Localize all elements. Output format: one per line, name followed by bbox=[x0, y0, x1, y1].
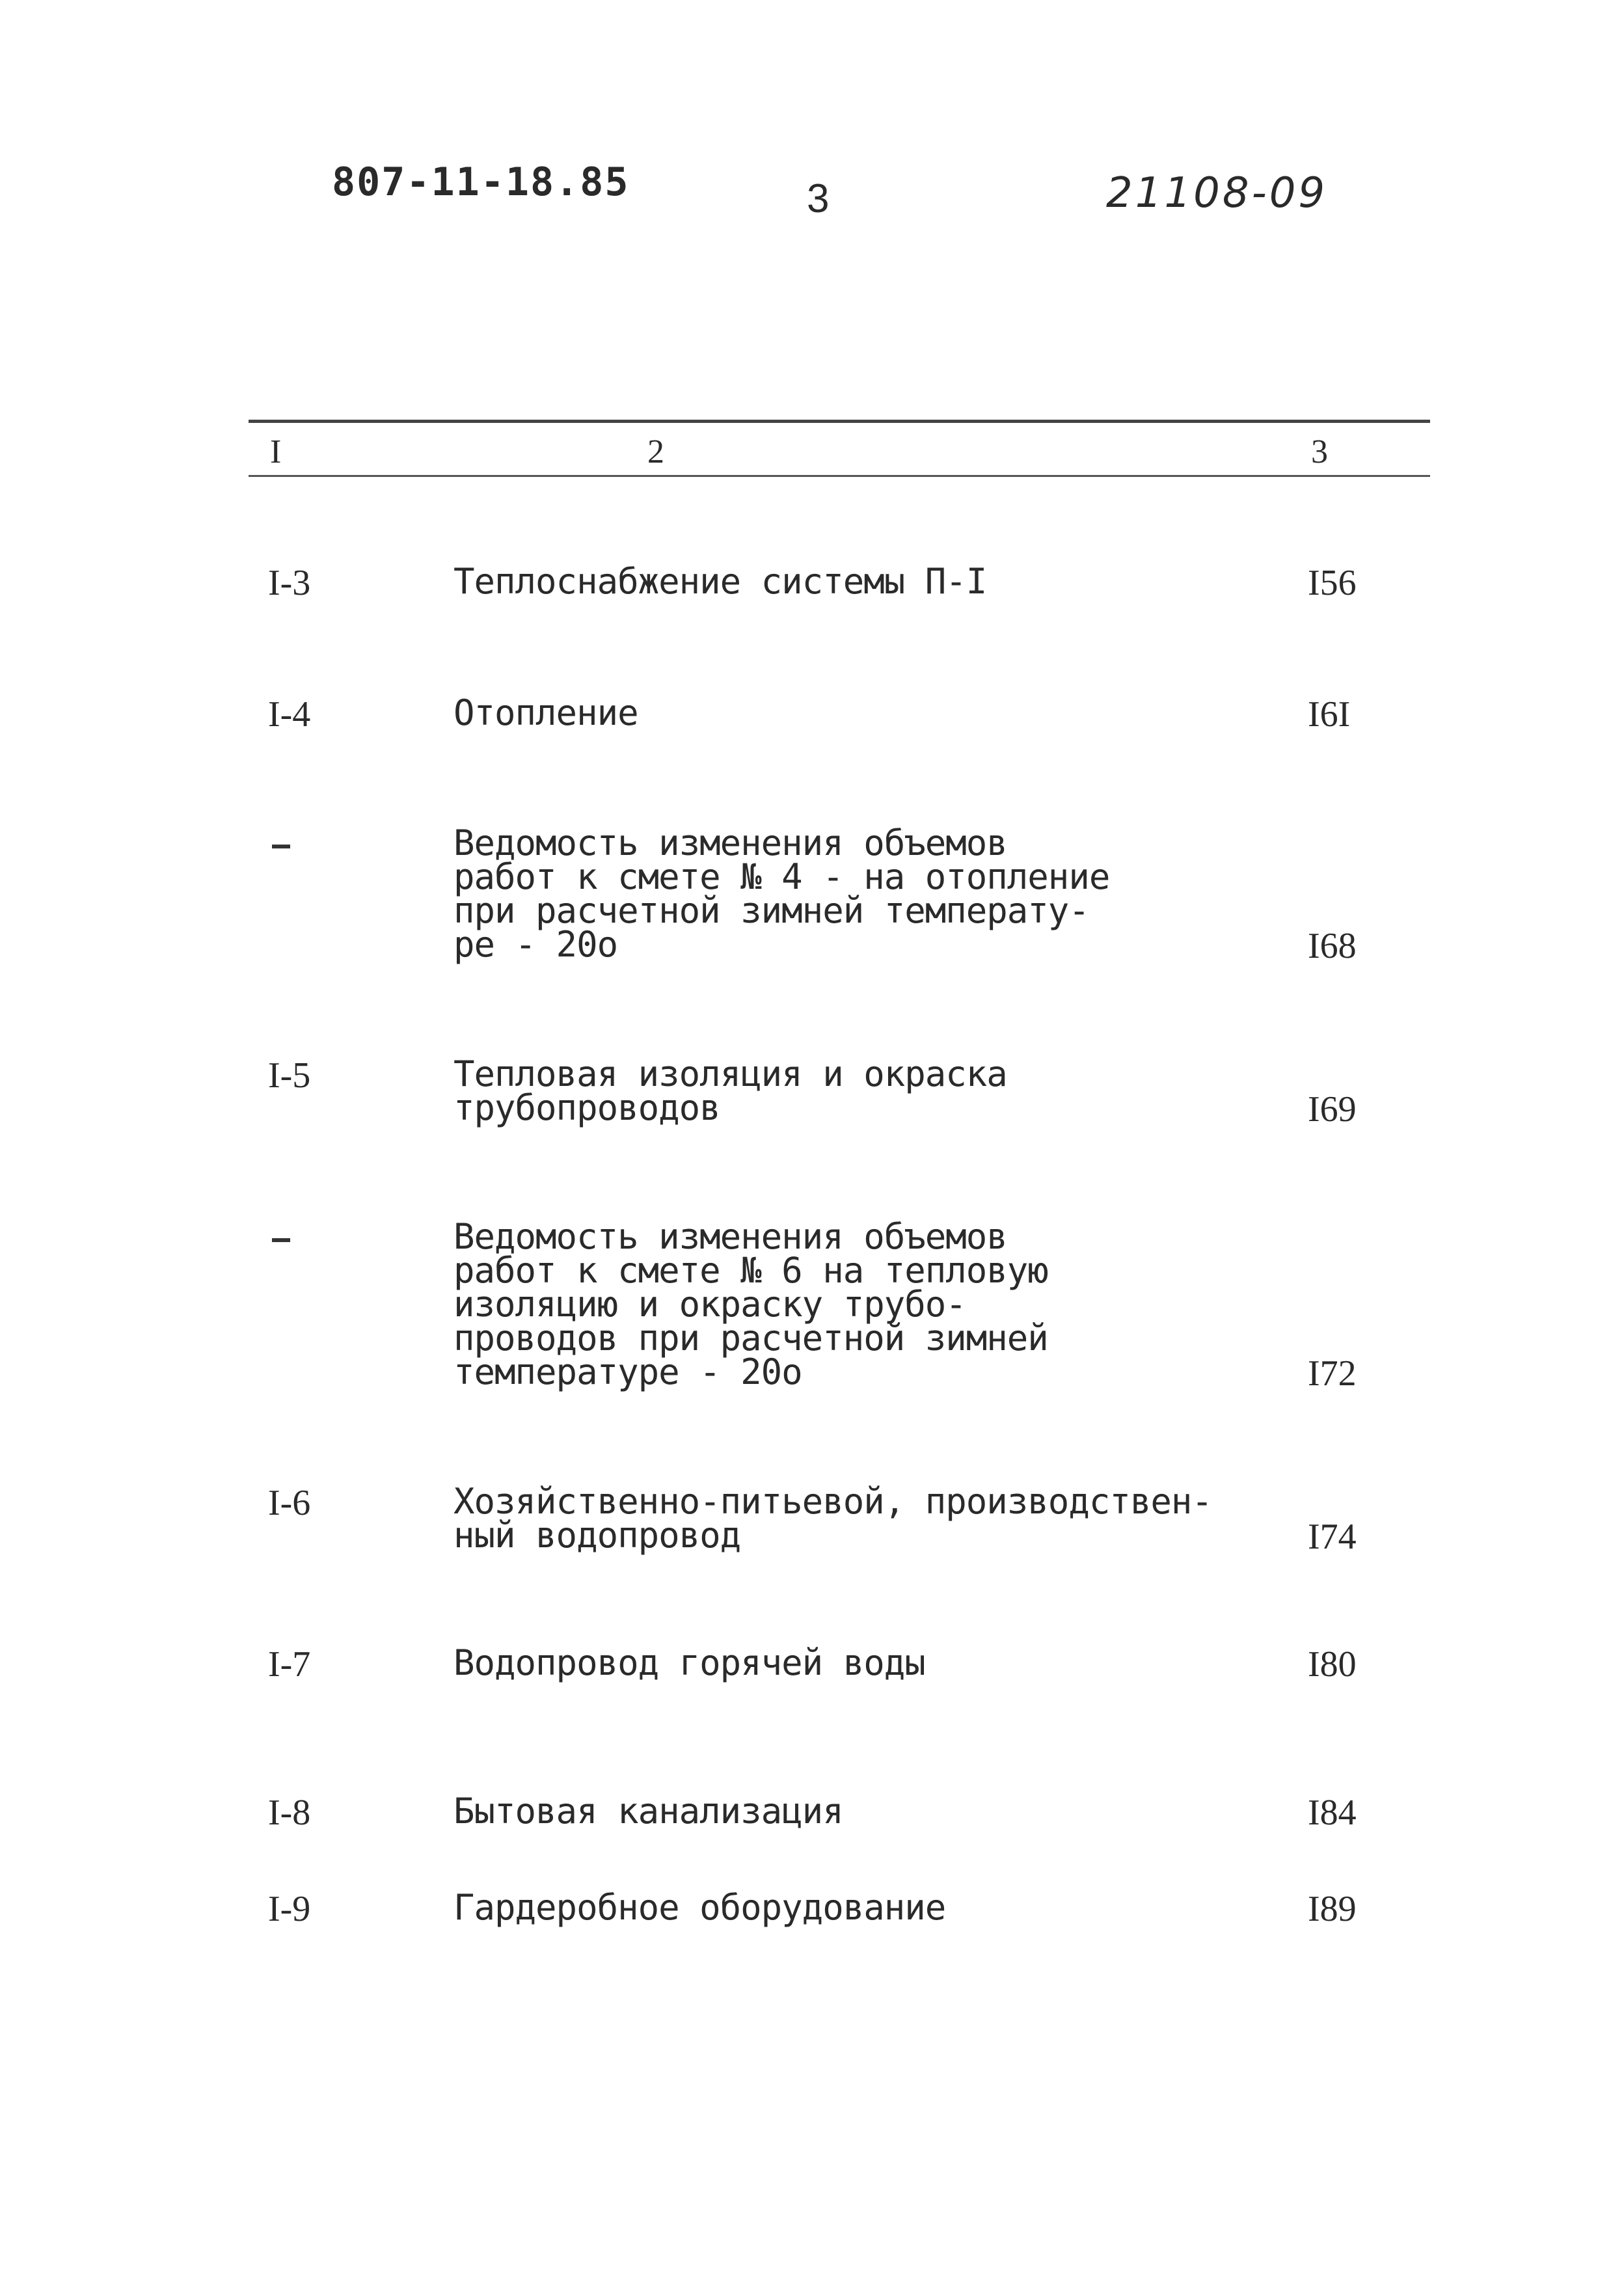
entry-code: I-7 bbox=[268, 1644, 311, 1685]
entry-page-number: I74 bbox=[1308, 1517, 1357, 1557]
entry-page-number: I6I bbox=[1308, 694, 1351, 735]
entry-title-line: Ведомость изменения объемов bbox=[453, 1216, 1007, 1257]
entry-title-line: ре - 20о bbox=[453, 924, 618, 965]
column-header-3: 3 bbox=[1311, 433, 1328, 470]
entry-page-number: I72 bbox=[1308, 1353, 1357, 1394]
entry-code: I-9 bbox=[268, 1889, 311, 1929]
entry-title-line: работ к смете № 6 на тепловую bbox=[453, 1250, 1048, 1291]
column-header-1: I bbox=[270, 433, 282, 470]
entry-page-number: I84 bbox=[1308, 1793, 1357, 1833]
table-top-rule bbox=[249, 420, 1430, 423]
entry-code: I-8 bbox=[268, 1793, 311, 1833]
entry-title-line: Отопление bbox=[453, 692, 638, 733]
column-header-2: 2 bbox=[647, 433, 664, 470]
entry-title-line: температуре - 20о bbox=[453, 1351, 802, 1392]
entry-code: I-6 bbox=[268, 1483, 311, 1523]
entry-code-dash bbox=[272, 1238, 290, 1242]
table-header-rule bbox=[249, 475, 1430, 477]
entry-code: I-5 bbox=[268, 1055, 311, 1096]
archive-number: 21108-09 bbox=[1106, 169, 1328, 217]
entry-page-number: I68 bbox=[1308, 926, 1357, 966]
entry-title-line: проводов при расчетной зимней bbox=[453, 1318, 1048, 1359]
entry-page-number: I80 bbox=[1308, 1644, 1357, 1685]
entry-title-line: ный водопровод bbox=[453, 1515, 741, 1556]
entry-title-line: работ к смете № 4 - на отопление bbox=[453, 856, 1110, 897]
page-number: 3 bbox=[807, 176, 830, 221]
entry-title-line: Теплоснабжение системы П-I bbox=[453, 561, 987, 602]
entry-code-dash bbox=[272, 845, 290, 848]
entry-title-line: Ведомость изменения объемов bbox=[453, 822, 1007, 863]
entry-page-number: I89 bbox=[1308, 1889, 1357, 1929]
entry-title-line: Тепловая изоляция и окраска bbox=[453, 1053, 1007, 1094]
entry-page-number: I56 bbox=[1308, 563, 1357, 603]
entry-title-line: Гардеробное оборудование bbox=[453, 1887, 946, 1928]
entry-title-line: при расчетной зимней температу- bbox=[453, 890, 1089, 931]
doc-number: 807-11-18.85 bbox=[332, 159, 630, 205]
entry-title-line: Хозяйственно-питьевой, производствен- bbox=[453, 1481, 1212, 1522]
entry-code: I-3 bbox=[268, 563, 311, 603]
entry-title-line: Водопровод горячей воды bbox=[453, 1642, 925, 1683]
entry-title-line: Бытовая канализация bbox=[453, 1791, 843, 1832]
entry-title-line: изоляцию и окраску трубо- bbox=[453, 1284, 966, 1325]
entry-code: I-4 bbox=[268, 694, 311, 735]
entry-page-number: I69 bbox=[1308, 1089, 1357, 1130]
entry-title-line: трубопроводов bbox=[453, 1087, 720, 1128]
